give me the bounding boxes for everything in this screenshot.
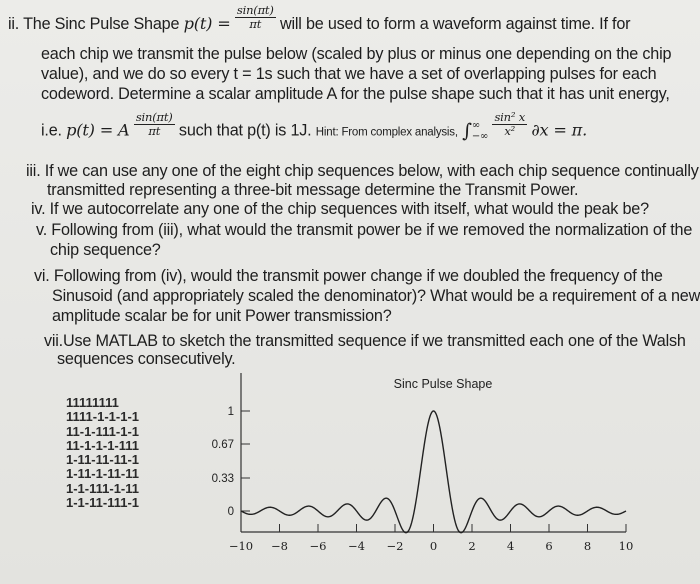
sinc-numerator: sin(πt) <box>236 3 274 18</box>
question-ii-line1-tail: will be used to form a waveform against time. If for <box>279 15 631 33</box>
question-ii-line3: value), and we do so every t = 1s such that we have a set of overlapping pulses for each <box>41 65 657 83</box>
question-iv-line1: iv. If we autocorrelate any one of the chip sequences with itself, what would the peak be? <box>31 200 649 218</box>
sinc-series-line <box>241 411 626 533</box>
integrand-denominator: x² <box>504 123 516 138</box>
x-tick-label: −8 <box>271 539 288 553</box>
x-tick-label: 6 <box>545 539 553 553</box>
question-iii-line2: transmitted representing a three-bit message determine the Transmit Power. <box>47 181 579 199</box>
question-ii-line4: codeword. Determine a scalar amplitude A for the pulse shape such that it has unit energy, <box>41 85 670 103</box>
y-tick-label: 0.33 <box>211 473 234 485</box>
y-axis-ticks <box>212 406 250 518</box>
x-axis-ticks <box>229 524 633 553</box>
walsh-sequence: 1-11-1-11-11 <box>66 466 140 482</box>
question-vi-line1: vi. Following from (iv), would the transmit power change if we doubled the frequency of the <box>34 267 663 285</box>
unit-energy-text: such that p(t) is 1J. <box>178 121 312 140</box>
walsh-sequence: 11-1-1-1-111 <box>66 437 140 453</box>
integral-lower-limit: −∞ <box>471 131 489 142</box>
walsh-sequence: 1-1-111-1-11 <box>66 480 140 496</box>
integral-sign: ∫ <box>462 120 472 142</box>
question-v-line1: v. Following from (iii), what would the transmit power be if we removed the normalization of the <box>36 221 693 239</box>
ie-label: i.e. <box>41 121 67 140</box>
y-tick-label: 0 <box>227 506 234 518</box>
hint-text: Hint: From complex analysis, <box>315 126 458 139</box>
x-tick-label: −4 <box>348 539 365 553</box>
scaled-sinc-numerator: sin(πt) <box>135 109 173 124</box>
integral-upper-limit: ∞ <box>471 120 480 131</box>
scaled-pulse-lhs: p(t) = A <box>66 120 130 140</box>
x-tick-label: 8 <box>583 539 592 553</box>
x-tick-label: −10 <box>228 539 254 553</box>
x-tick-label: −2 <box>386 539 404 553</box>
walsh-sequence: 11-1-111-1-1 <box>66 423 140 439</box>
question-vi-line3: amplitude scalar be for unit Power transmission? <box>52 307 392 325</box>
sinc-denominator: πt <box>249 17 262 32</box>
walsh-sequence: 1-1-11-111-1 <box>66 495 140 511</box>
integrand-numerator: sin² x <box>494 109 526 124</box>
question-vii-line1: vii.Use MATLAB to sketch the transmitted sequence if we transmitted each one of the Walsh <box>44 332 686 350</box>
x-tick-label: −6 <box>309 539 327 553</box>
chart-axes <box>241 373 626 532</box>
question-ii-line2: each chip we transmit the pulse below (scaled by plus or minus one depending on the chip <box>41 45 672 63</box>
scaled-sinc-denominator: πt <box>148 123 161 138</box>
pulse-formula-lhs: p(t) = <box>183 14 231 33</box>
question-ii-intro: ii. The Sinc Pulse Shape <box>8 15 184 33</box>
x-tick-label: 0 <box>429 539 438 553</box>
chart-title: Sinc Pulse Shape <box>393 377 493 391</box>
question-vii-line2: sequences consecutively. <box>57 350 236 368</box>
y-tick-label: 1 <box>227 406 234 418</box>
integral-result: ∂x = π. <box>531 120 588 140</box>
walsh-sequence: 1111-1-1-1-1 <box>66 409 140 425</box>
y-tick-label: 0.67 <box>211 439 234 451</box>
question-iii-line1: iii. If we can use any one of the eight chip sequences below, with each chip sequence continually <box>26 162 699 180</box>
walsh-sequence: 11111111 <box>66 395 119 410</box>
question-v-line2: chip sequence? <box>50 241 161 259</box>
x-tick-label: 10 <box>618 539 634 553</box>
x-tick-label: 2 <box>468 539 476 553</box>
question-vi-line2: Sinusoid (and appropriately scaled the denominator)? What would be a requirement of a new <box>52 287 700 305</box>
walsh-sequence: 1-11-11-11-1 <box>66 452 140 468</box>
x-tick-label: 4 <box>506 539 515 553</box>
